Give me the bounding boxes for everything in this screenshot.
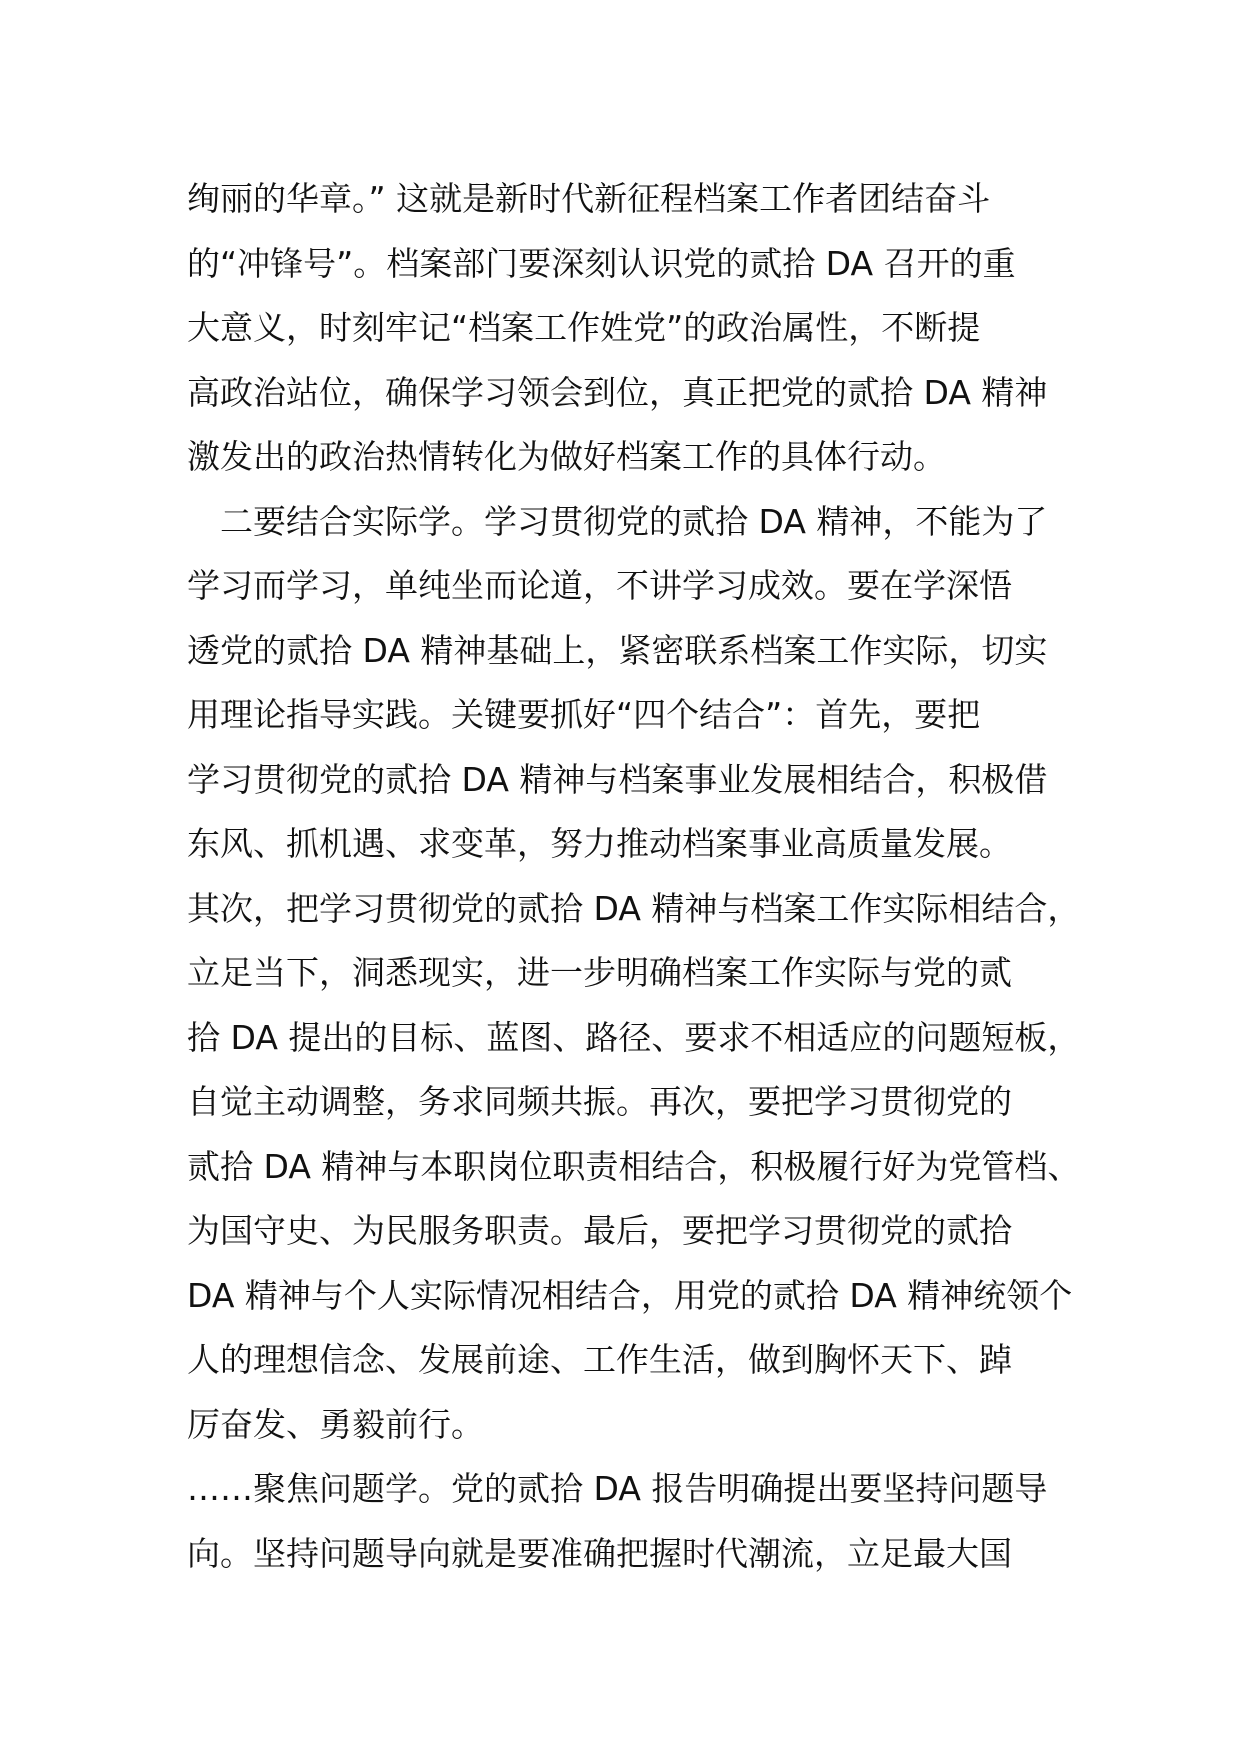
text-line: DA 精神与个人实际情况相结合，用党的贰拾 DA 精神统领个 bbox=[187, 1275, 1073, 1315]
text-line: 拾 DA 提出的目标、蓝图、路径、要求不相适应的问题短板， bbox=[187, 1017, 1081, 1057]
paragraph-start-line: ……聚焦问题学。党的贰拾 DA 报告明确提出要坚持问题导 bbox=[187, 1469, 1048, 1508]
text-line: 透党的贰拾 DA 精神基础上，紧密联系档案工作实际，切实 bbox=[187, 630, 1048, 670]
text-line: 用理论指导实践。关键要抓好“四个结合”：首先，要把 bbox=[187, 695, 981, 734]
text-line: 的“冲锋号”。档案部门要深刻认识党的贰拾 DA 召开的重 bbox=[187, 243, 1016, 283]
body-text bbox=[187, 167, 1087, 1586]
text-line: 人的理想信念、发展前途、工作生活，做到胸怀天下、踔 bbox=[187, 1340, 1012, 1379]
text-line: 东风、抓机遇、求变革，努力推动档案事业高质量发展。 bbox=[187, 824, 1012, 863]
text-line: 大意义，时刻牢记“档案工作姓党”的政治属性，不断提 bbox=[187, 308, 981, 347]
paragraph-start-line: 二要结合实际学。学习贯彻党的贰拾 DA 精神，不能为了 bbox=[187, 501, 1048, 541]
text-line: 激发出的政治热情转化为做好档案工作的具体行动。 bbox=[187, 437, 946, 476]
text-line: 贰拾 DA 精神与本职岗位职责相结合，积极履行好为党管档、 bbox=[187, 1146, 1081, 1186]
text-line: 为国守史、为民服务职责。最后，要把学习贯彻党的贰拾 bbox=[187, 1211, 1012, 1250]
text-line: 学习而学习，单纯坐而论道，不讲学习成效。要在学深悟 bbox=[187, 566, 1012, 605]
text-line: 绚丽的华章。” 这就是新时代新征程档案工作者团结奋斗 bbox=[187, 179, 991, 218]
text-line: 厉奋发、勇毅前行。 bbox=[187, 1404, 484, 1444]
text-line: 立足当下，洞悉现实，进一步明确档案工作实际与党的贰 bbox=[187, 953, 1012, 992]
text-line: 高政治站位，确保学习领会到位，真正把党的贰拾 DA 精神 bbox=[187, 372, 1048, 412]
text-line: 向。坚持问题导向就是要准确把握时代潮流，立足最大国 bbox=[187, 1533, 1012, 1573]
text-line: 自觉主动调整，务求同频共振。再次，要把学习贯彻党的 bbox=[187, 1082, 1012, 1121]
text-line: 其次，把学习贯彻党的贰拾 DA 精神与档案工作实际相结合， bbox=[187, 888, 1081, 928]
text-line: 学习贯彻党的贰拾 DA 精神与档案事业发展相结合，积极借 bbox=[187, 759, 1048, 799]
